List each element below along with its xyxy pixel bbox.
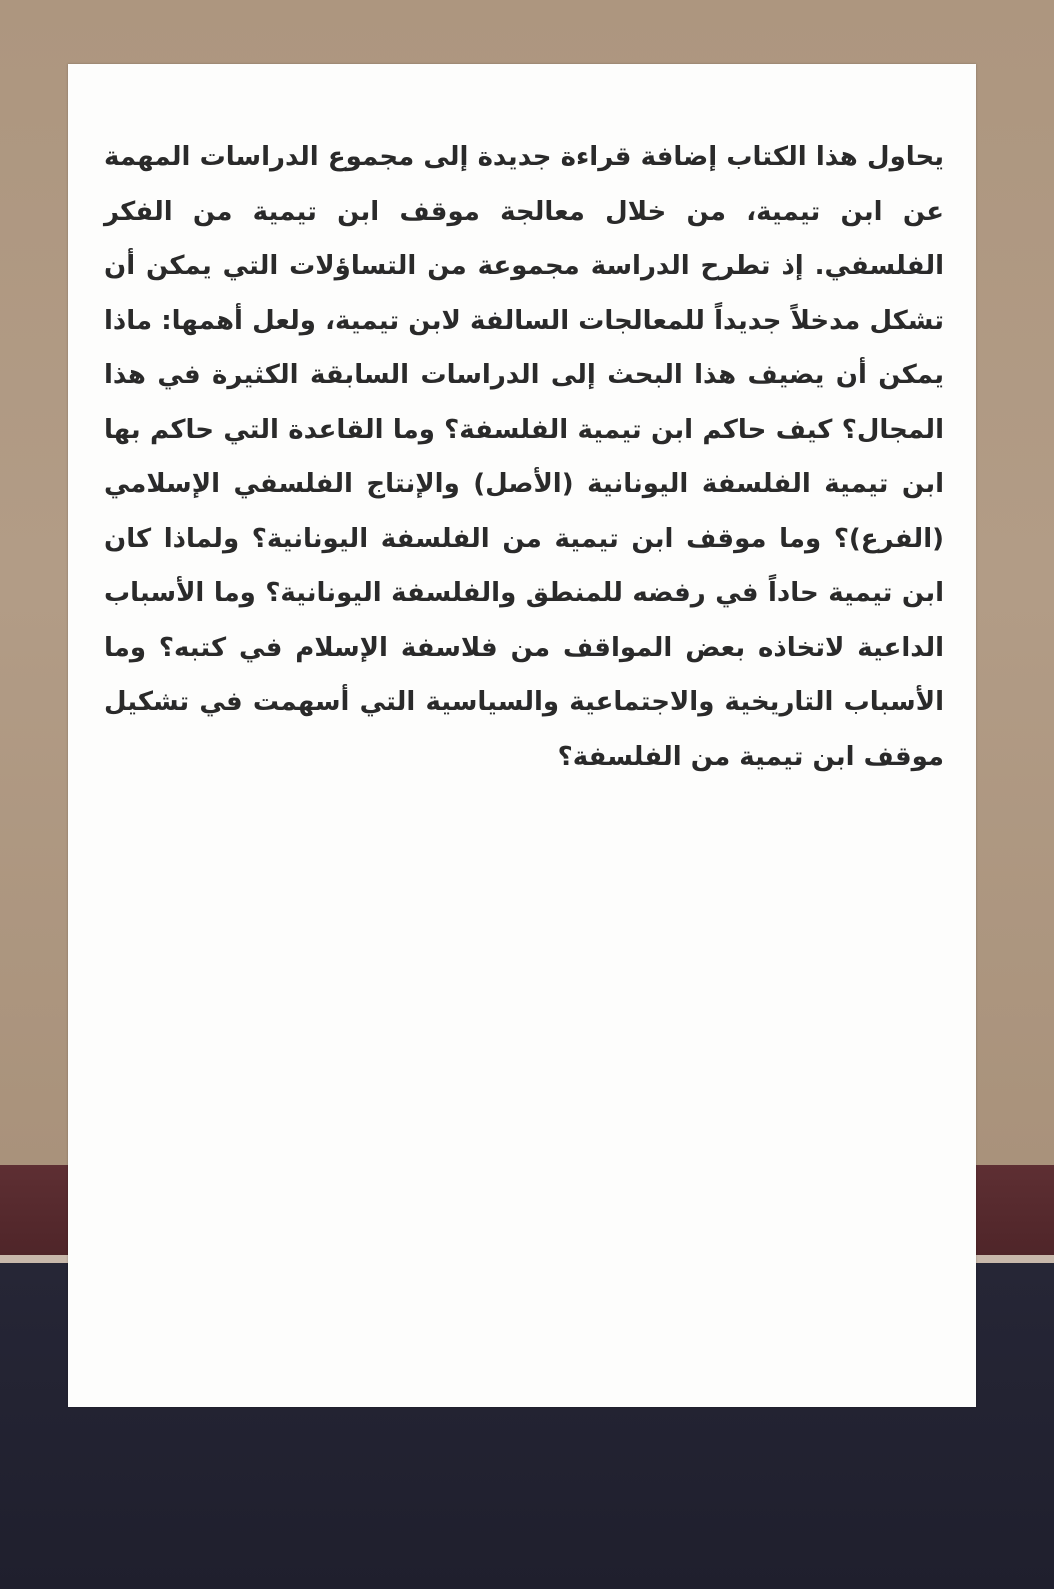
- back-cover-blurb: يحاول هذا الكتاب إضافة قراءة جديدة إلى مجموع الدراسات المهمة عن ابن تيمية، من خلال معالجة موقف ابن تيمية من الفكر الفلسفي. إذ تطرح الدراسة مجموعة من التساؤلات التي يمكن أن تشكل مدخلاً جديداً للمعالجات السالفة لابن تيمية، ولعل أهمها: ماذا يمكن أن يضيف هذا البحث إلى الدراسات السابقة الكثيرة في هذا المجال؟ كيف حاكم ابن تيمية الفلسفة؟ وما القاعدة التي حاكم بها ابن تيمية الفلسفة اليونانية (الأصل) والإنتاج الفلسفي الإسلامي (الفرع)؟ وما موقف ابن تيمية من الفلسفة اليونانية؟ ولماذا كان ابن تيمية حاداً في رفضه للمنطق والفلسفة اليونانية؟ وما الأسباب الداعية لاتخاذه بعض المواقف من فلاسفة الإسلام في كتبه؟ وما الأسباب التاريخية والاجتماعية والسياسية التي أسهمت في تشكيل موقف ابن تيمية من الفلسفة؟: [104, 142, 944, 772]
